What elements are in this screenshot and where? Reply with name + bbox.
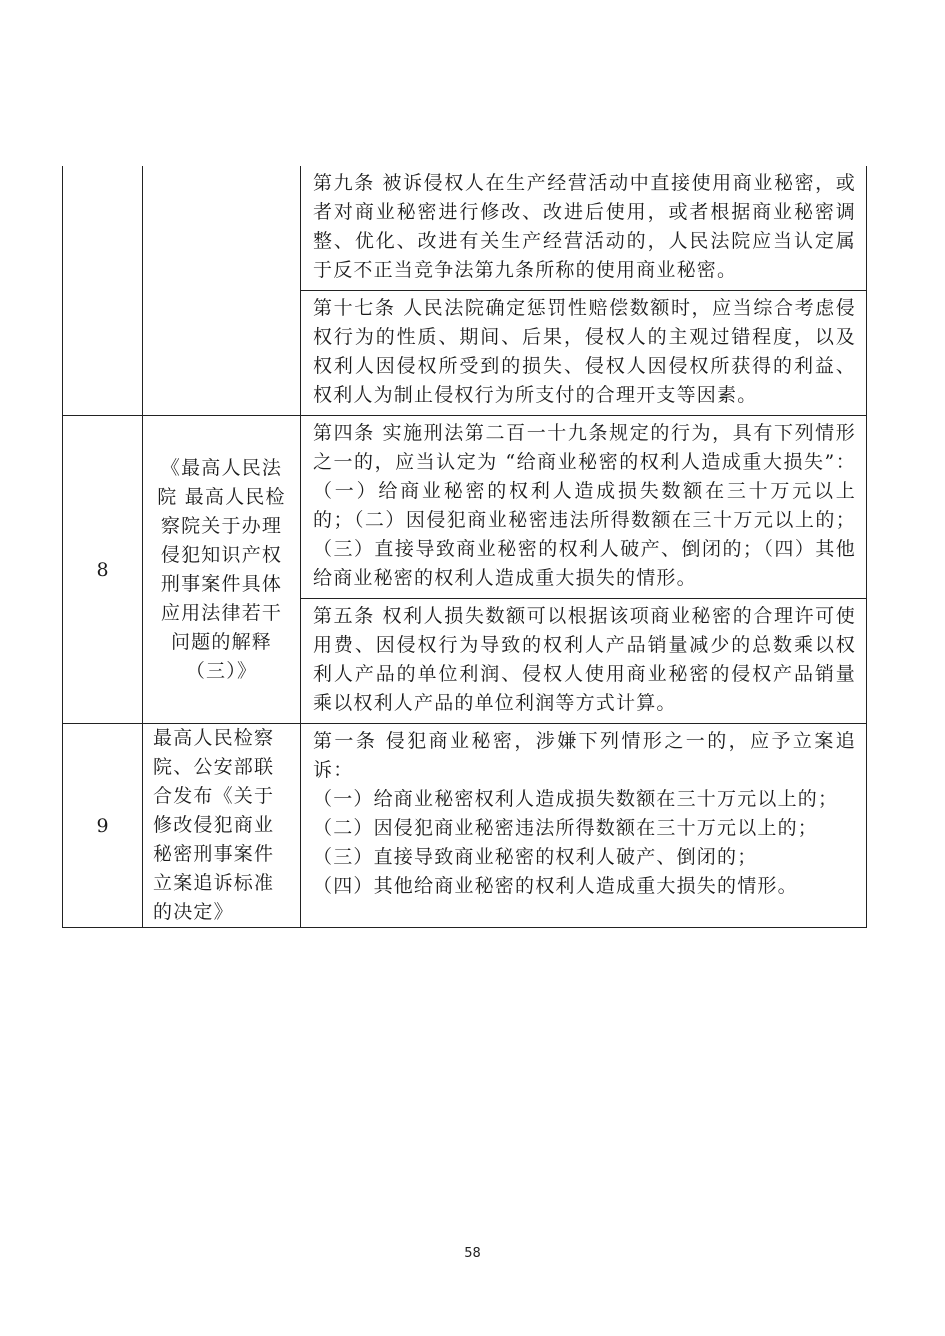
article-block [301, 166, 866, 290]
row-number-cell [63, 166, 143, 416]
row-title-8: 《最高人民法院 最高人民检察院关于办理侵犯知识产权刑事案件具体应用法律若干问题的解释（三）》 [157, 456, 286, 682]
article-1-intro: 第一条 侵犯商业秘密，涉嫌下列情形之一的，应予立案追诉： [313, 730, 856, 781]
article-1-item-3: （三）直接导致商业秘密的权利人破产、倒闭的； [313, 846, 758, 868]
article-9-text: 第九条 被诉侵权人在生产经营活动中直接使用商业秘密，或者对商业秘密进行修改、改进后使用，或者根据商业秘密调整、优化、改进有关生产经营活动的，人民法院应当认定属于反不正当竞争法第九条所称的使用商业秘密。 [313, 172, 856, 281]
row-title-cell-9 [143, 724, 301, 928]
row-number-8: 8 [63, 416, 143, 724]
article-5-text: 第五条 权利人损失数额可以根据该项商业秘密的合理许可使用费、因侵权行为导致的权利人产品销量减少的总数乘以权利人产品的单位利润、侵权人使用商业秘密的侵权产品销量乘以权利人产品的单位利润等方式计算。 [313, 605, 856, 714]
article-1-item-2: （二）因侵犯商业秘密违法所得数额在三十万元以上的； [313, 817, 819, 839]
regulations-table [62, 166, 867, 928]
article-1-block [301, 724, 866, 911]
row-content-cell-8 [301, 416, 867, 724]
page-number: 58 [464, 1246, 481, 1261]
table-row-9 [63, 724, 867, 928]
table-row-8 [63, 416, 867, 724]
article-block [301, 598, 866, 723]
row-title-cell-8 [143, 416, 301, 724]
article-1-item-1: （一）给商业秘密权利人造成损失数额在三十万元以上的； [313, 788, 839, 810]
row-number-9: 9 [63, 724, 143, 928]
row-content-cell [301, 166, 867, 416]
article-block [301, 290, 866, 415]
article-block [301, 416, 866, 598]
article-17-text: 第十七条 人民法院确定惩罚性赔偿数额时，应当综合考虑侵权行为的性质、期间、后果，侵权人的主观过错程度，以及权利人因侵权所受到的损失、侵权人因侵权所获得的利益、权利人为制止侵权行为所支付的合理开支等因素。 [313, 297, 856, 406]
row-content-cell-9 [301, 724, 867, 928]
article-4-text: 第四条 实施刑法第二百一十九条规定的行为，具有下列情形之一的，应当认定为 “给商业秘密的权利人造成重大损失”：（一）给商业秘密的权利人造成损失数额在三十万元以上的；（二）因侵犯商业秘密违法所得数额在三十万元以上的；（三）直接导致商业秘密的权利人破产、倒闭的；（四）其他给商业秘密的权利人造成重大损失的情形。 [313, 422, 856, 589]
row-title-cell [143, 166, 301, 416]
table-row-continued [63, 166, 867, 416]
article-1-item-4: （四）其他给商业秘密的权利人造成重大损失的情形。 [313, 875, 798, 897]
row-title-9: 最高人民检察院、公安部联合发布《关于修改侵犯商业秘密刑事案件立案追诉标准的决定》 [153, 727, 275, 923]
